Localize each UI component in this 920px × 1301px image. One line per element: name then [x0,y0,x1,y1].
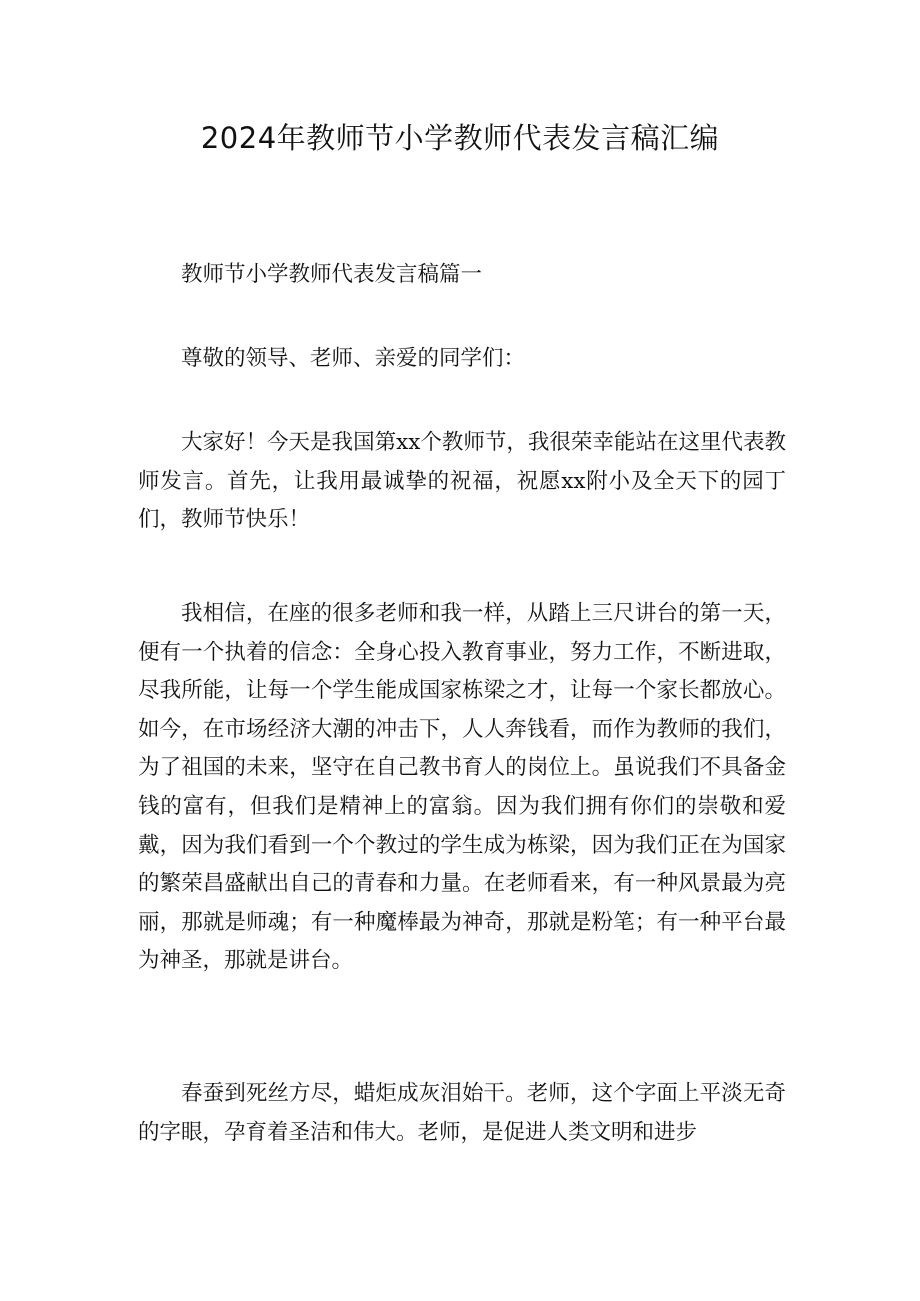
greeting-paragraph: 尊敬的领导、老师、亲爱的同学们： [181,346,526,371]
opening-paragraph: 大家好！今天是我国第xx个教师节，我很荣幸能站在这里代表教师发言。首先，让我用最诚挚的祝福，祝愿xx附小及全天下的园丁们，教师节快乐！ [138,430,786,533]
section-heading: 教师节小学教师代表发言稿篇一 [181,262,483,287]
document-title: 2024年教师节小学教师代表发言稿汇编 [200,121,720,155]
spring-silkworm-paragraph: 春蚕到死丝方尽，蜡炬成灰泪始干。老师，这个字面上平淡无奇的字眼，孕育着圣洁和伟大。老师，是促进人类文明和进步 [138,1081,786,1145]
belief-paragraph: 我相信，在座的很多老师和我一样，从踏上三尺讲台的第一天，便有一个执着的信念：全身心投入教育事业，努力工作，不断进取，尽我所能，让每一个学生能成国家栋梁之才，让每一个家长都放心。如今，在市场经济大潮的冲击下，人人奔钱看，而作为教师的我们，为了祖国的未来，坚守在自己教书育人的岗位上。虽说我们不具备金钱的富有，但我们是精神上的富翁。因为我们拥有你们的崇敬和爱戴，因为我们看到一个个教过的学生成为栋梁，因为我们正在为国家的繁荣昌盛献出自己的青春和力量。在老师看来，有一种风景最为亮丽，那就是师魂；有一种魔棒最为神奇，那就是粉笔；有一种平台最为神圣，那就是讲台。 [138,601,786,974]
